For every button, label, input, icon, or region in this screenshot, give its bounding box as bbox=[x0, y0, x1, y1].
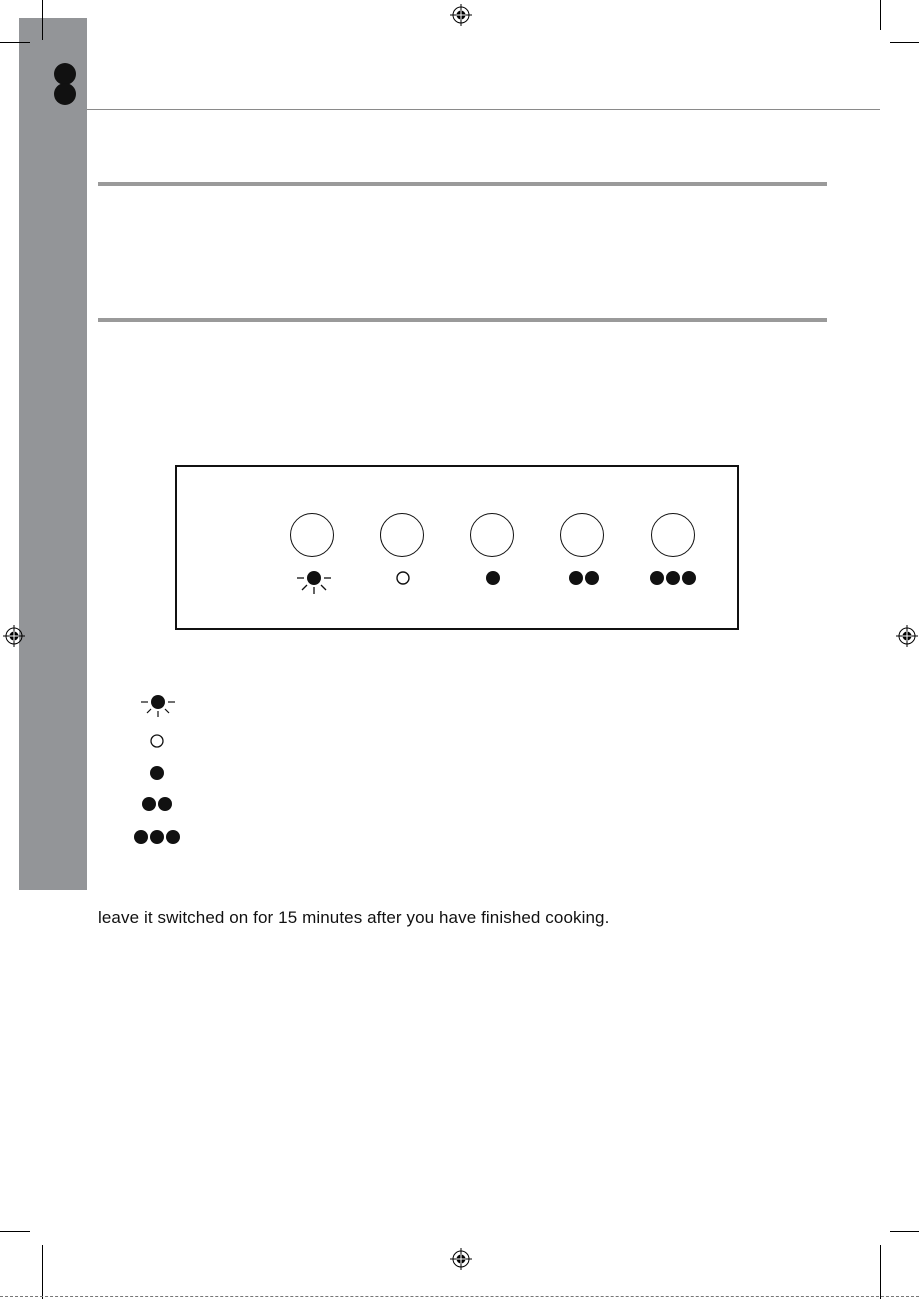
registration-mark-icon bbox=[896, 625, 918, 647]
speed-1-icon bbox=[485, 570, 501, 586]
crop-mark bbox=[890, 42, 919, 43]
control-knob bbox=[470, 513, 514, 557]
light-icon bbox=[294, 566, 334, 596]
control-knob bbox=[380, 513, 424, 557]
section-marker-dot bbox=[54, 63, 76, 85]
legend-light-icon bbox=[138, 691, 178, 719]
control-knob bbox=[290, 513, 334, 557]
section-marker-dot bbox=[54, 83, 76, 105]
section-rule bbox=[98, 318, 827, 322]
crop-mark bbox=[890, 1231, 919, 1232]
legend-off-icon bbox=[149, 733, 165, 749]
crop-mark bbox=[42, 0, 43, 40]
off-icon bbox=[395, 570, 411, 586]
crop-mark bbox=[880, 0, 881, 30]
trim-line bbox=[0, 1296, 919, 1297]
registration-mark-icon bbox=[3, 625, 25, 647]
control-knob bbox=[651, 513, 695, 557]
registration-mark-icon bbox=[450, 1248, 472, 1270]
legend-speed-2-icon bbox=[140, 796, 174, 812]
body-text-line: leave it switched on for 15 minutes after you have finished cooking. bbox=[98, 908, 610, 927]
crop-mark bbox=[42, 1245, 43, 1299]
section-rule bbox=[98, 182, 827, 186]
control-knob bbox=[560, 513, 604, 557]
header-rule bbox=[87, 109, 880, 110]
registration-mark-icon bbox=[450, 4, 472, 26]
legend-speed-3-icon bbox=[132, 829, 184, 845]
crop-mark bbox=[880, 1245, 881, 1299]
speed-3-icon bbox=[648, 570, 700, 586]
speed-2-icon bbox=[567, 570, 601, 586]
side-tab-bar bbox=[19, 18, 87, 890]
crop-mark bbox=[0, 42, 30, 43]
legend-speed-1-icon bbox=[149, 765, 165, 781]
crop-mark bbox=[0, 1231, 30, 1232]
